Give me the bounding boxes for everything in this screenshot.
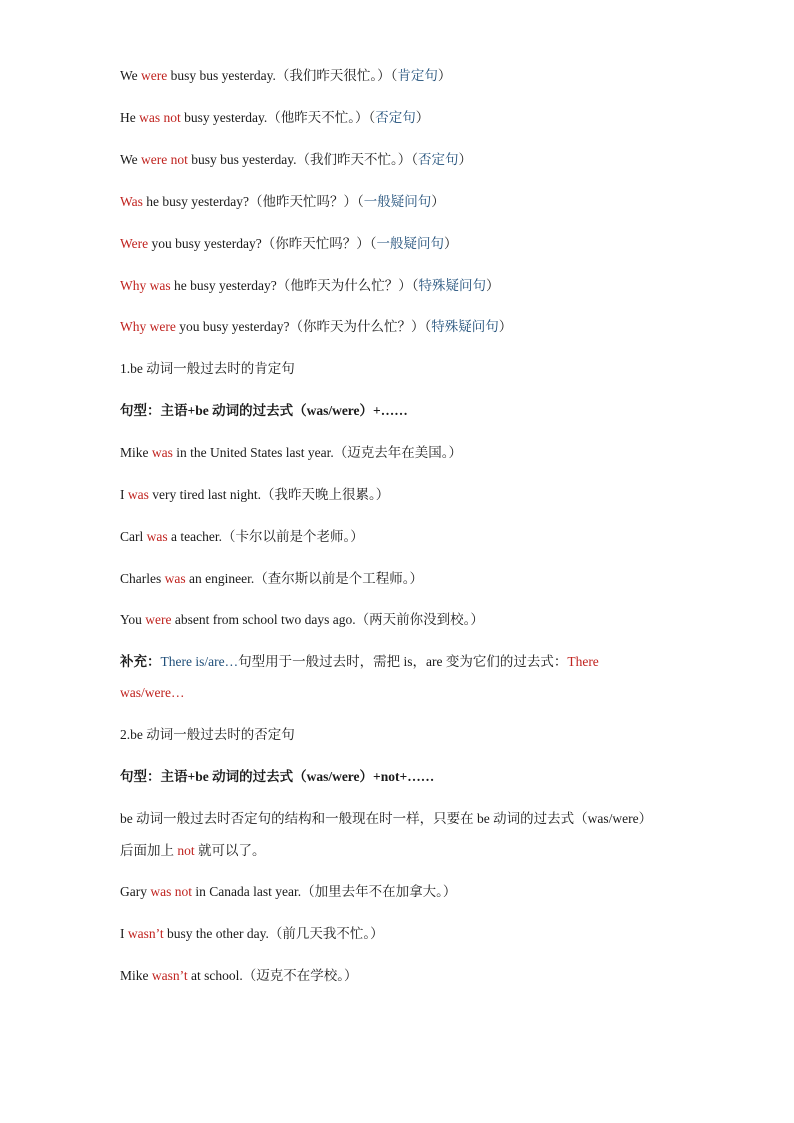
text-run: You [120,612,146,627]
explanation-line-2 [120,842,266,860]
text-run: Were [120,236,149,251]
text-run: busy yesterday.（他昨天不忙。）（ [180,110,376,125]
text-run: ） [437,68,452,83]
text-run: ） [498,319,513,334]
text-run: you busy yesterday?（你昨天忙吗？）（ [148,236,377,251]
text-run: not [177,843,195,858]
text-run: Was [120,194,143,209]
text-run: 句型：主语+be 动词的过去式（was/were）+…… [120,403,408,418]
text-run: was not [150,884,192,899]
text-run: 否定句 [418,152,459,167]
text-run: There is/are… [160,654,239,669]
text-run: were [145,612,172,627]
text-run: I [120,487,128,502]
example-line-11 [120,570,423,588]
text-run: I [120,926,128,941]
text-run: busy the other day.（前几天我不忙。） [163,926,384,941]
text-run: at school.（迈克不在学校。） [187,968,358,983]
text-run: were [141,68,168,83]
text-run: We [120,68,142,83]
example-line-9 [120,486,389,504]
text-run: 句型用于一般过去时，需把 is，are 变为它们的过去式： [238,654,568,669]
text-run: was [151,445,173,460]
text-run: was not [139,110,181,125]
text-run: was/were… [120,685,185,700]
text-run: you busy yesterday?（你昨天为什么忙？）（ [175,319,432,334]
text-run: wasn’t [127,926,164,941]
text-run: 后面加上 [120,843,178,858]
text-run: an engineer.（查尔斯以前是个工程师。） [185,571,423,586]
pattern-line-1 [120,402,408,420]
example-line-12 [120,611,484,629]
text-run: he busy yesterday?（他昨天忙吗？）（ [142,194,364,209]
text-run: very tired last night.（我昨天晚上很累。） [148,487,390,502]
text-run: was [146,529,168,544]
text-run: Mike [120,445,152,460]
section-heading-2 [120,726,295,744]
text-run: He [120,110,140,125]
text-run: 补充： [120,654,161,669]
text-run: was [164,571,186,586]
example-line-4 [120,193,445,211]
text-run: in the United States last year.（迈克去年在美国。） [172,445,462,460]
example-line-7 [120,318,512,336]
text-run: were not [141,152,188,167]
example-line-8 [120,444,462,462]
example-line-5 [120,235,458,253]
text-run: ） [415,110,430,125]
text-run: 句型：主语+be 动词的过去式（was/were）+not+…… [120,769,435,784]
example-line-2 [120,109,429,127]
supplement-line-1 [120,653,599,671]
supplement-line-2 [120,684,184,702]
text-run: was [127,487,149,502]
pattern-line-2 [120,768,434,786]
text-run: busy bus yesterday.（我们昨天很忙。）（ [167,68,398,83]
text-run: ） [485,278,500,293]
text-run: We [120,152,142,167]
text-run: he busy yesterday?（他昨天为什么忙？）（ [170,278,419,293]
text-run: Why was [120,278,171,293]
example-line-1 [120,67,451,85]
section-heading-1 [120,360,295,378]
text-run: 肯定句 [397,68,438,83]
text-run: 一般疑问句 [376,236,444,251]
text-run: be 动词一般过去时否定句的结构和一般现在时一样，只要在 be 动词的过去式（was/were） [120,811,653,826]
text-run: in Canada last year.（加里去年不在加拿大。） [192,884,457,899]
example-line-3 [120,151,472,169]
text-run: There [567,654,599,669]
text-run: 1.be 动词一般过去时的肯定句 [120,361,295,376]
text-run: busy bus yesterday.（我们昨天不忙。）（ [187,152,418,167]
text-run: ） [431,194,445,209]
text-run: 否定句 [375,110,416,125]
text-run: Charles [120,571,165,586]
text-run: Carl [120,529,147,544]
example-line-10 [120,528,364,546]
text-run: absent from school two days ago.（两天前你没到校。） [171,612,484,627]
text-run: 就可以了。 [194,843,266,858]
example-line-15 [120,967,358,985]
text-run: 特殊疑问句 [418,278,486,293]
text-run: ） [458,152,472,167]
text-run: Gary [120,884,151,899]
text-run: Mike [120,968,152,983]
text-run: 特殊疑问句 [431,319,499,334]
explanation-line-1 [120,810,652,828]
example-line-14 [120,925,384,943]
example-line-13 [120,883,456,901]
text-run: Why were [120,319,176,334]
text-run: a teacher.（卡尔以前是个老师。） [167,529,364,544]
example-line-6 [120,277,499,295]
text-run: wasn’t [151,968,188,983]
text-run: ） [444,236,458,251]
text-run: 一般疑问句 [363,194,432,209]
text-run: 2.be 动词一般过去时的否定句 [120,727,295,742]
